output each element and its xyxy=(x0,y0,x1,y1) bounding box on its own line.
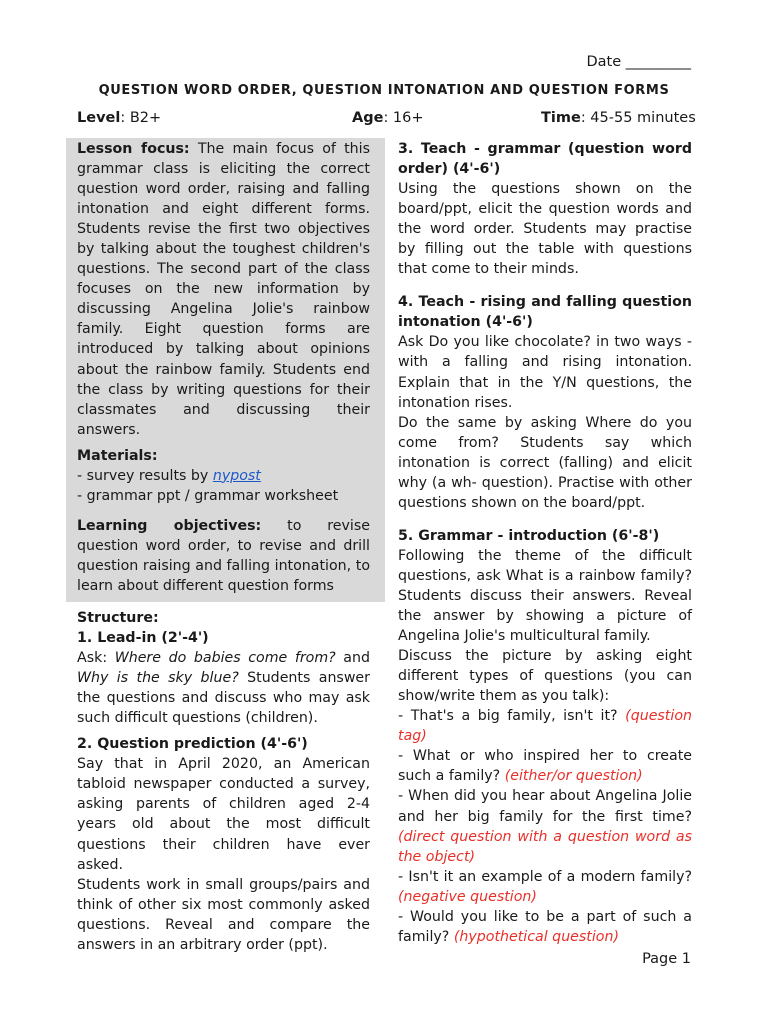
question-type-2: (either/or question) xyxy=(504,768,643,785)
level-info xyxy=(77,110,161,126)
section-2-heading: 2. Question prediction (4'-6') xyxy=(77,736,308,753)
section-4-paragraph-1: Ask Do you like chocolate? in two ways - with a falling and rising intonation. Explain that in the Y/N questions, the intonation rises. xyxy=(398,334,692,411)
lesson-info-content xyxy=(77,139,370,596)
page-number: Page 1 xyxy=(642,951,691,967)
section-1-heading: 1. Lead-in (2'-4') xyxy=(77,630,209,647)
page-title: QUESTION WORD ORDER, QUESTION INTONATION AND QUESTION FORMS xyxy=(98,83,670,98)
lesson-focus xyxy=(77,139,370,440)
level-value: : B2+ xyxy=(120,110,162,126)
time-value: : 45-55 minutes xyxy=(580,110,696,126)
materials-item-2: - grammar ppt / grammar worksheet xyxy=(77,487,339,504)
question-type-5: (hypothetical question) xyxy=(453,928,620,945)
question-type-4: (negative question) xyxy=(398,888,537,905)
question-example-1-text: - That's a big family, isn't it? xyxy=(398,708,626,725)
age-info xyxy=(352,110,424,126)
level-label: Level xyxy=(77,110,121,126)
section-1-text xyxy=(77,648,370,728)
section-5-heading: 5. Grammar - introduction (6'-8') xyxy=(398,527,660,544)
question-type-3: (direct question with a question word as the object) xyxy=(398,828,692,865)
structure-label: Structure: xyxy=(77,610,159,626)
question-example-5 xyxy=(398,907,692,947)
nypost-link[interactable]: nypost xyxy=(212,467,261,484)
materials-label: Materials: xyxy=(77,447,158,464)
question-example-4-text: - Isn't it an example of a modern family? xyxy=(398,868,692,885)
age-label: Age xyxy=(352,110,384,126)
section-3-heading: 3. Teach - grammar (question word order) (4'-6') xyxy=(398,141,692,178)
structure-section xyxy=(77,608,370,955)
section-2-paragraph-2: Students work in small groups/pairs and think of other six most commonly asked questions. Reveal and compare the answers in an arbitrary order (ppt). xyxy=(77,876,370,953)
learning-objectives-text: to revise question word order, to revise and drill question raising and falling intonation, to learn about different question forms xyxy=(77,517,370,594)
materials-item-1-text: - survey results by xyxy=(77,467,213,484)
section-4-paragraph-2: Do the same by asking Where do you come from? Students say which intonation is correct (falling) and elicit why (a wh- question). Practise with other questions shown on the board/ppt. xyxy=(398,414,692,511)
materials-item-1 xyxy=(77,466,370,486)
question-example-1 xyxy=(398,706,692,746)
learning-objectives xyxy=(77,516,370,596)
question-example-2 xyxy=(398,746,692,786)
section-5-paragraph-1: Following the theme of the difficult questions, ask What is a rainbow family? Students discuss their answers. Reveal the answer by showing a picture of Angelina Jolie's multicultural family. xyxy=(398,547,692,645)
question-example-3 xyxy=(398,786,692,866)
section-4-heading: 4. Teach - rising and falling question intonation (4'-6') xyxy=(398,294,692,331)
age-value: : 16+ xyxy=(383,110,424,126)
section-1-question-2: Why is the sky blue? xyxy=(77,670,239,687)
time-info xyxy=(541,110,696,126)
section-3-text: Using the questions shown on the board/ppt, elicit the question words and the word order. Students may practise by filling out the table with questions that come to their minds. xyxy=(398,181,692,278)
date-field: Date _________ xyxy=(586,54,691,70)
question-example-5-text: - Would you like to be a part of such a family? xyxy=(398,908,692,945)
section-1-rest: Students answer the questions and discuss who may ask such difficult questions (children). xyxy=(77,670,370,727)
right-column xyxy=(398,139,692,947)
question-example-3-text: - When did you hear about Angelina Jolie and her big family for the first time? xyxy=(398,788,692,825)
section-1-question-1: Where do babies come from? xyxy=(114,650,336,667)
section-5-paragraph-2: Discuss the picture by asking eight different types of questions (you can show/write them as you talk): xyxy=(398,648,692,705)
time-label: Time xyxy=(541,110,581,126)
learning-objectives-label: Learning objectives: xyxy=(77,517,262,534)
question-example-2-text: - What or who inspired her to create such a family? xyxy=(398,748,692,785)
question-type-1: (question tag) xyxy=(398,708,692,745)
section-1-ask: Ask: xyxy=(77,650,115,667)
lesson-focus-label: Lesson focus: xyxy=(77,141,190,157)
section-1-and: and xyxy=(335,650,370,667)
question-example-4 xyxy=(398,867,692,907)
lesson-focus-text: The main focus of this grammar class is eliciting the correct question word order, raising and falling intonation and eight different forms. Students revise the first two objectives by talking about the toughest children's questions. The second part of the class focuses on the new information by discussing Angelina Jolie's rainbow family. Eight question forms are introduced by talking about opinions about the rainbow family. Students end the class by writing questions for their classmates and discussing their answers. xyxy=(77,141,370,438)
section-2-paragraph-1: Say that in April 2020, an American tabloid newspaper conducted a survey, asking parents of children aged 2-4 years old about the most difficult questions their children have ever asked. xyxy=(77,756,370,873)
